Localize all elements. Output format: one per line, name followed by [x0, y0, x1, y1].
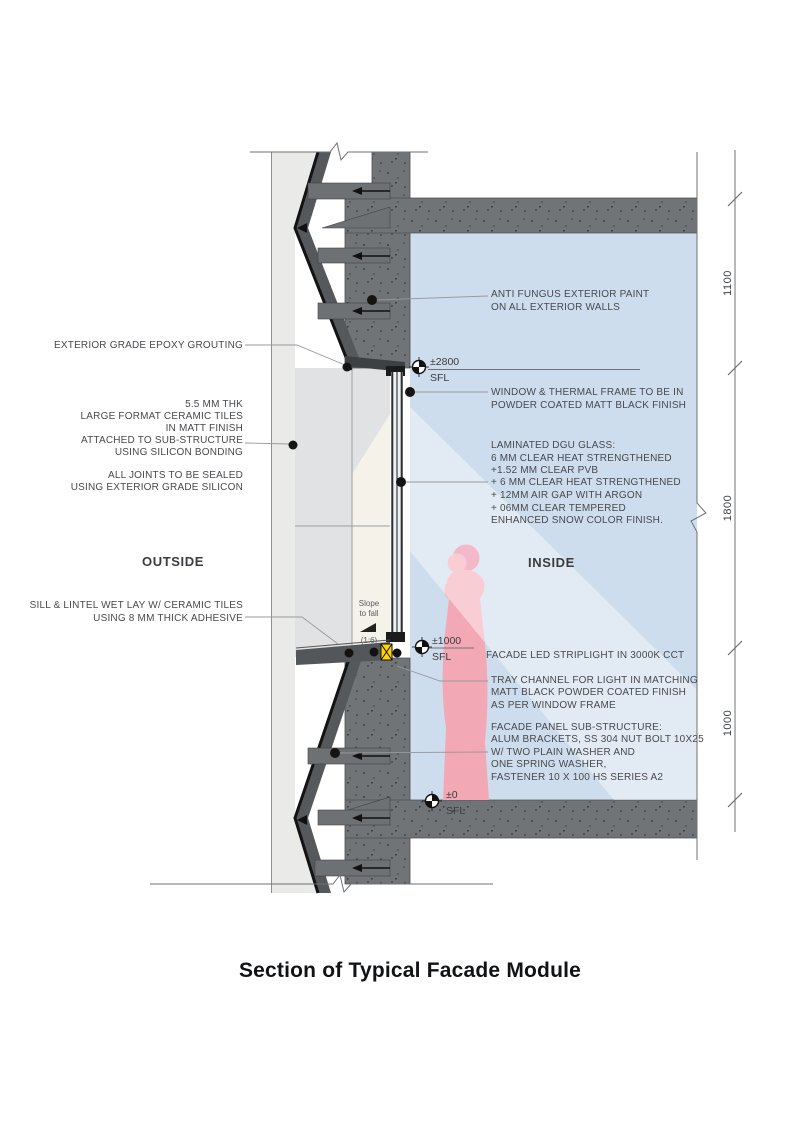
svg-text:USING 8 MM THICK ADHESIVE: USING 8 MM THICK ADHESIVE [93, 613, 243, 624]
svg-text:+ 12MM AIR GAP WITH ARGON: + 12MM AIR GAP WITH ARGON [491, 490, 643, 501]
svg-text:LARGE FORMAT CERAMIC TILES: LARGE FORMAT CERAMIC TILES [80, 411, 243, 422]
sill-gasket [393, 649, 402, 658]
note-paint: ANTI FUNGUS EXTERIOR PAINT [491, 289, 650, 300]
note-sill-lintel: SILL & LINTEL WET LAY W/ CERAMIC TILES [29, 600, 243, 611]
svg-text:+ 06MM CLEAR TEMPERED: + 06MM CLEAR TEMPERED [491, 503, 626, 514]
svg-text:6 MM CLEAR HEAT STRENGTHENED: 6 MM CLEAR HEAT STRENGTHENED [491, 453, 672, 464]
dim-1000: 1000 [722, 709, 734, 737]
outside-label: OUTSIDE [142, 554, 204, 569]
svg-text:+ 6 MM CLEAR HEAT STRENGTHENED: + 6 MM CLEAR HEAT STRENGTHENED [491, 477, 681, 488]
note-substructure: FACADE PANEL SUB-STRUCTURE: [491, 722, 662, 733]
svg-text:IN MATT FINISH: IN MATT FINISH [165, 423, 243, 434]
inside-label: INSIDE [528, 555, 575, 570]
left-annotations [30, 340, 244, 624]
svg-text:W/ TWO PLAIN WASHER AND: W/ TWO PLAIN WASHER AND [491, 747, 636, 758]
note-tiles: 5.5 MM THK [185, 399, 243, 410]
note-tray: TRAY CHANNEL FOR LIGHT IN MATCHING [491, 675, 698, 686]
level-datum: SFL [430, 372, 450, 384]
note-window-frame: WINDOW & THERMAL FRAME TO BE IN [491, 387, 684, 398]
svg-text:ON ALL EXTERIOR WALLS: ON ALL EXTERIOR WALLS [491, 302, 621, 313]
sill-gasket [370, 648, 379, 657]
sill-gasket [345, 649, 354, 658]
svg-text:ALUM BRACKETS, SS 304 NUT BOLT: ALUM BRACKETS, SS 304 NUT BOLT 10X25 [491, 734, 704, 745]
svg-text:ATTACHED TO SUB-STRUCTURE: ATTACHED TO SUB-STRUCTURE [80, 435, 243, 446]
dim-1800: 1800 [722, 494, 734, 522]
svg-text:to fall: to fall [359, 609, 379, 618]
svg-text:ENHANCED SNOW COLOR FINISH.: ENHANCED SNOW COLOR FINISH. [491, 515, 664, 526]
svg-text:USING EXTERIOR GRADE SILICON: USING EXTERIOR GRADE SILICON [70, 482, 243, 493]
svg-text:(1:6): (1:6) [360, 636, 378, 645]
led-striplight-icon [381, 644, 392, 660]
level-value: ±2800 [430, 356, 460, 368]
dimension-line [722, 150, 742, 832]
svg-text:POWDER COATED MATT BLACK FINIS: POWDER COATED MATT BLACK FINISH [491, 400, 687, 411]
svg-text:ONE SPRING WASHER,: ONE SPRING WASHER, [491, 759, 607, 770]
svg-text:FASTENER 10 X 100 HS SERIES A2: FASTENER 10 X 100 HS SERIES A2 [491, 772, 664, 783]
level-datum: SFL [446, 805, 466, 817]
note-led: FACADE LED STRIPLIGHT IN 3000K CCT [486, 650, 685, 661]
level-value: ±1000 [432, 635, 462, 647]
svg-text:USING SILICON BONDING: USING SILICON BONDING [114, 447, 243, 458]
svg-text:Slope: Slope [358, 599, 380, 608]
level-value: ±0 [446, 789, 458, 801]
level-datum: SFL [432, 651, 452, 663]
dim-1100: 1100 [722, 270, 734, 296]
note-joints: ALL JOINTS TO BE SEALED [107, 470, 243, 481]
drawing-title: Section of Typical Facade Module [238, 959, 582, 982]
note-epoxy-grouting: EXTERIOR GRADE EPOXY GROUTING [54, 340, 243, 351]
note-glass: LAMINATED DGU GLASS: [491, 440, 616, 451]
svg-text:+1.52 MM CLEAR PVB: +1.52 MM CLEAR PVB [491, 465, 599, 476]
svg-text:AS PER WINDOW FRAME: AS PER WINDOW FRAME [491, 700, 616, 711]
svg-text:MATT BLACK POWDER COATED FINIS: MATT BLACK POWDER COATED FINISH [491, 687, 687, 698]
